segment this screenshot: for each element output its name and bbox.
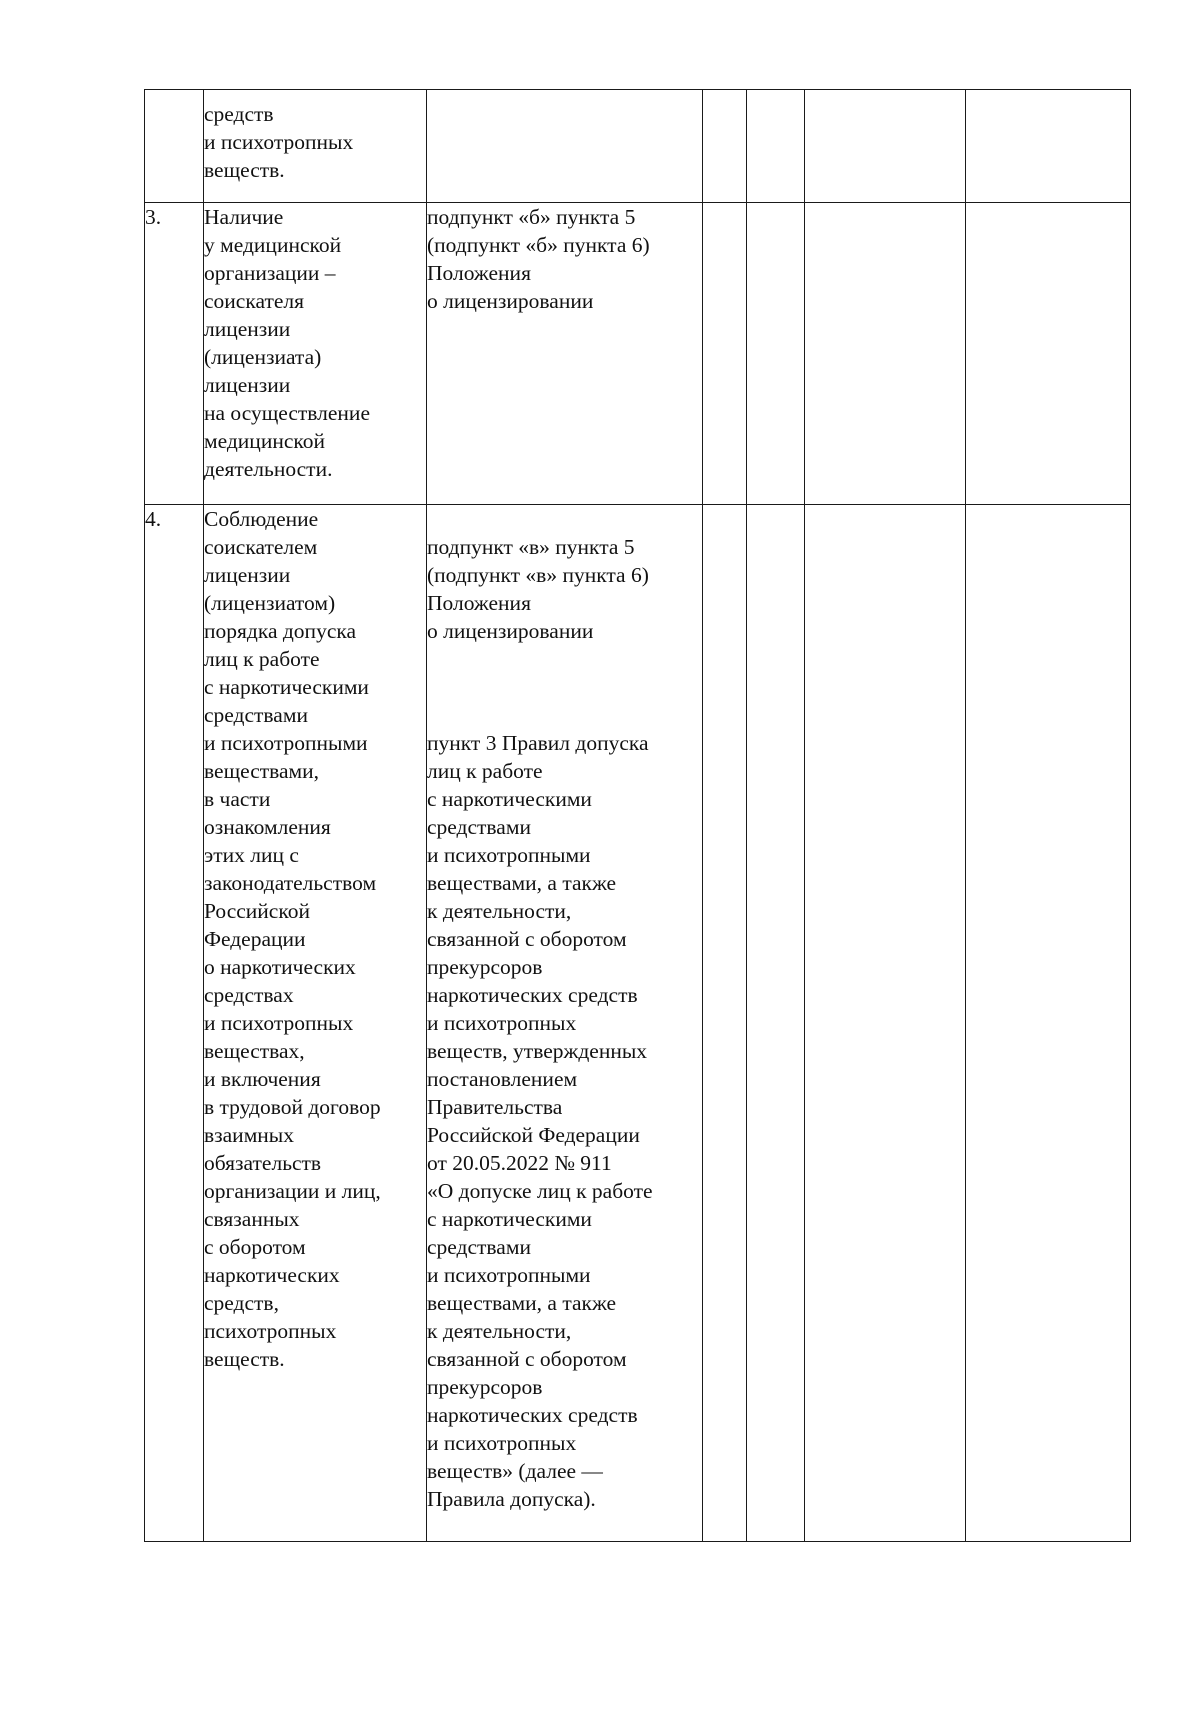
notes-cell <box>966 203 1131 505</box>
requirement-cell: средств и психотропных веществ. <box>204 90 427 203</box>
row-number: 3. <box>145 203 204 505</box>
requirement-cell: Соблюдение соискателем лицензии (лицензиатом) порядка допуска лиц к работе с наркотическими средствами и психотропными веществами, в части ознакомления этих лиц с законодательством Российской Федерации о наркотических средствах и психотропных веществах, и включения в трудовой договор взаимных обязательств организации и лиц, связанных с оборотом наркотических средств, психотропных веществ. <box>204 505 427 1542</box>
requirement-cell: Наличие у медицинской организации – соискателя лицензии (лицензиата) лицензии на осуществление медицинской деятельности. <box>204 203 427 505</box>
answer-yes-cell <box>703 203 747 505</box>
checklist-table <box>144 89 1131 1542</box>
answer-no-cell <box>747 90 805 203</box>
answer-no-cell <box>747 203 805 505</box>
answer-no-cell <box>747 505 805 1542</box>
reference-cell: подпункт «б» пункта 5 (подпункт «б» пункта 6) Положения о лицензировании <box>427 203 703 505</box>
answer-yes-cell <box>703 505 747 1542</box>
reference-cell <box>427 505 703 1542</box>
paragraph-spacer <box>427 673 702 701</box>
reference-paragraph: подпункт «в» пункта 5 (подпункт «в» пункта 6) Положения о лицензировании <box>427 535 649 643</box>
answer-yes-cell <box>703 90 747 203</box>
row-number <box>145 90 204 203</box>
table-row <box>145 90 1131 203</box>
table-row <box>145 203 1131 505</box>
not-applicable-cell <box>805 505 966 1542</box>
notes-cell <box>966 505 1131 1542</box>
notes-cell <box>966 90 1131 203</box>
table-row <box>145 505 1131 1542</box>
row-number: 4. <box>145 505 204 1542</box>
reference-cell <box>427 90 703 203</box>
reference-paragraph: пункт 3 Правил допуска лиц к работе с наркотическими средствами и психотропными веществами, а также к деятельности, связанной с оборотом прекурсоров наркотических средств и психотропных веществ, утвержденных постановлением Правительства Российской Федерации от 20.05.2022 № 911 «О допуске лиц к работе с наркотическими средствами и психотропными веществами, а также к деятельности, связанной с оборотом прекурсоров наркотических средств и психотропных веществ» (далее — Правила допуска). <box>427 731 653 1511</box>
not-applicable-cell <box>805 90 966 203</box>
not-applicable-cell <box>805 203 966 505</box>
